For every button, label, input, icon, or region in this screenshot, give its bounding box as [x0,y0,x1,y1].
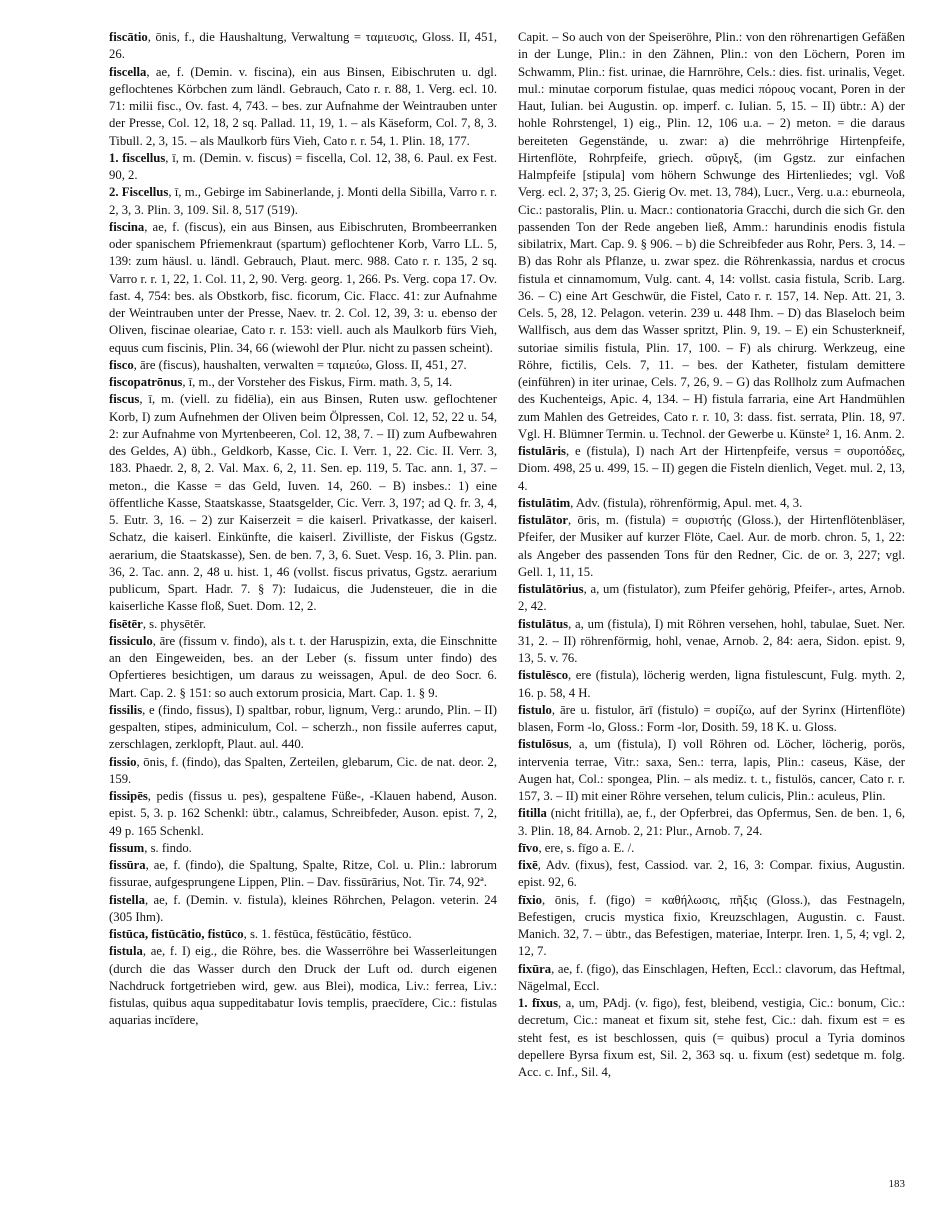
dictionary-entry [109,374,497,391]
entry-lemma: fissio [109,754,137,769]
dictionary-entry [109,754,497,789]
dictionary-entry [518,857,905,892]
entry-lemma: fiscina [109,219,145,234]
dictionary-entry [109,29,497,64]
dictionary-entry [109,391,497,615]
dictionary-entry [518,667,905,702]
entry-lemma: fiscātio [109,30,148,44]
entry-definition: , ōnis, f. (findo), das Spalten, Zerteilen, glebarum, Cic. de nat. deor. 2, 159. [109,754,497,786]
entry-definition: , ere, s. fīgo a. E. /. [538,840,635,855]
dictionary-entry [518,805,905,840]
dictionary-entry [109,64,497,150]
entry-lemma: 2. Fiscellus [109,185,169,200]
entry-lemma: fissum [109,840,145,855]
dictionary-entry [518,581,905,616]
dictionary-entry [518,616,905,668]
entry-definition: , ōnis, f. (figo) = καθήλωσις, πῆξις (Gloss.), das Festnageln, Befestigen, crucis mystica fixio, Kreuzschlagen, Augustin. c. Faust. Manich. 32, 7. – übtr., das Befestigen, materiae, Interpr. Iren. 1, 5, 4; vgl. 2, 12, 7. [518,892,905,959]
dictionary-entry [109,788,497,840]
dictionary-entry [109,702,497,754]
dictionary-entry [109,357,497,374]
entry-definition: , e (fistula), I) nach Art der Hirtenpfeife, versus = συροπόδες, Diom. 498, 25 u. 499, 15. – II) gegen die Fisteln dienlich, Veget. mul. 2, 13, 4. [518,444,905,493]
entry-definition: , ae, f. (findo), die Spaltung, Spalte, Ritze, Col. u. Plin.: labrorum fissurae, aufgesprungene Lippen, Plin. – Dav. fissūrārius, Not. Tir. 74, 92ª. [109,858,497,890]
dictionary-entry [518,495,905,512]
entry-lemma: fistūca, fistūcātio, fistūco [109,927,244,941]
entry-lemma: fistella [109,892,145,907]
entry-definition: , ae, f. (figo), das Einschlagen, Heften, Eccl.: clavorum, das Heftmal, Nägelmal, Eccl. [518,961,905,993]
dictionary-entry [518,29,905,443]
entry-lemma: fisco [109,357,134,372]
entry-definition: , āre (fiscus), haushalten, verwalten = ταμιεύω, Gloss. II, 451, 27. [133,357,467,372]
entry-definition: , a, um, PAdj. (v. figo), fest, bleibend, vestigia, Cic.: bonum, Cic.: decretum, Cic.: maneat et fixum sit, stehe fest, Cic.: dah. fixum est = es steht fest, es ist beschlossen, quis (= quibus) procul a Tyria dominos depellere Byrsa fixum est, Sil. 2, 363 sq. u. fixum (est) sedetque m. folg. Acc. c. Inf., Sil. 4, [518,996,905,1079]
dictionary-entry [518,512,905,581]
entry-lemma: fistulo [518,702,552,717]
dictionary-entry [518,892,905,961]
left-column [109,29,497,1030]
right-column [518,29,905,1081]
entry-lemma: fiscella [109,64,147,79]
entry-lemma: fitilla [518,806,547,821]
dictionary-entry [109,184,497,219]
dictionary-entry [109,943,497,1029]
entry-lemma: fiscopatrōnus [109,375,183,389]
entry-lemma: fīxio [518,892,542,907]
entry-definition: , s. physētēr. [142,616,206,631]
entry-definition: , ī, m. (Demin. v. fiscus) = fiscella, Col. 12, 38, 6. Paul. ex Fest. 90, 2. [109,150,498,182]
entry-lemma: fissūra [109,858,146,872]
entry-definition: , ī, m. (viell. zu fidēlia), ein aus Binsen, Ruten usw. geflochtener Korb, I) zum Aufnehmen der Oliven beim Ölpressen, Col. 12, 52, 22 u. 54, 2: zur Aufnahme von Myrtenbeeren, Col. 12, 38, 7. – II) zum Aufbewahren des Geldes, A) übh., Geldkorb, Kasse, Cic. I. Verr. 1, 22. Cic. II. Verr. 3, 183. Phaedr. 2, 8, 2. Val. Max. 6, 2, 11. Sen. ep. 119, 5. Tac. ann. 1, 37. – meton., die Kasse = das Geld, Iuven. 14, 260. – B) insbes.: 1) eine öffentliche Kasse, Staatskasse, Staatsgelder, Cic. Verr. 3, 197; ad Q. fr. 3, 4, 5. Eutr. 3, 16. – 2) zur Kaiserzeit = die kaiserl. Privatkasse, der kaiserl. Schatz, die kaiserl. Einkünfte, die kaiserl. Zivilliste, der Fiskus (Ggstz. aerarium, die Staatskasse), Sen. de ben. 7, 3, 6. Suet. Vesp. 16, 3. Plin. pan. 36, 2. Tac. ann. 2, 48 u. hist. 1, 46 (vollst. fiscus privatus, Ggstz. aerarium publicum, Spart. Hadr. 7. § 7): Iudaicus, die Judensteuer, die in die kaiserliche Kasse floß, Suet. Dom. 12, 2. [109,392,497,614]
dictionary-entry [518,443,905,495]
entry-lemma: fistula [109,944,143,959]
entry-definition: , s. 1. fēstūca, fēstūcātio, fēstūco. [243,927,412,941]
entry-definition: , a, um (fistula), I) mit Röhren versehen, hohl, tabulae, Suet. Ner. 31, 2. – II) röhrenförmig, hohl, venae, Arnob. 2, 84: aera, Sidon. epist. 9, 13, 5. v. 76. [518,616,905,665]
entry-definition: , ae, f. (fiscus), ein aus Binsen, aus Eibischruten, Brombeerranken oder spanischem Pfriemenkraut (spartum) geflochtener Korb, Varro LL. 5, 139: zum häusl. u. ländl. Gebrauch, Plaut. merc. 988. Cato r. r. 135, 2 sq. Varro r. r. 1, 22, 1. Col. 11, 2, 90. Verg. georg. 1, 266. Ps. Verg. copa 17. Ov. fast. 4, 754: bes. als Obstkorb, fisc. ficorum, Cic. Flacc. 41: zur Aufnahme der Weintrauben unter der Presse, Naev. tr. 2. Col. 12, 39, 3: u. ebenso der Oliven, fiscinae oleariae, Cato r. r. 153: viell. auch als Maulkorb fürs Vieh, equus cum fiscinis, Plin. 34, 66 (wiewohl der Plur. nicht zu passen scheint). [109,219,497,355]
entry-definition: , ae, f. (Demin. v. fistula), kleines Röhrchen, Pelagon. veterin. 24 (305 Ihm). [109,892,497,924]
entry-definition: (nicht fritilla), ae, f., der Opferbrei, das Opfermus, Sen. de ben. 1, 6, 3. Plin. 18, 84. Arnob. 2, 21: Plur., Arnob. 7, 24. [518,806,905,838]
dictionary-entry [109,840,497,857]
entry-lemma: fisētēr [109,616,143,631]
entry-definition: , ī, m., der Vorsteher des Fiskus, Firm. math. 3, 5, 14. [182,375,453,389]
dictionary-entry [109,892,497,927]
entry-lemma: fistulōsus [518,737,569,752]
entry-lemma: fistulātor [518,513,569,527]
entry-definition: , āre (fissum v. findo), als t. t. der Haruspizin, exta, die Einschnitte an den Eingeweiden, bes. an der Leber (s. fissum unter findo) des Opfertieres besichtigen, um daraus zu weissagen, Apul. de deo Socr. 6. Mart. Cap. 2. § 151: so auch extorum prosicia, Mart. Cap. 1. § 9. [109,633,497,700]
entry-definition: , āre u. fistulor, ārī (fistulo) = συρίζω, auf der Syrinx (Hirtenflöte) blasen, Form -lo, Gloss.: Form -lor, Dosith. 59, 18 K. u. Gloss. [518,702,905,734]
entry-lemma: fiscus [109,392,140,407]
dictionary-entry [518,702,905,737]
entry-definition: , ī, m., Gebirge im Sabinerlande, j. Monti della Sibilla, Varro r. r. 2, 3, 3. Plin. 3, 109. Sil. 8, 517 (519). [109,185,498,217]
entry-definition: , ae, f. (Demin. v. fiscina), ein aus Binsen, Eibischruten u. dgl. geflochtenes Körbchen zum ländl. Gebrauch, Cato r. r. 88, 1. Verg. ecl. 10. 71: milii fisc., Ov. fast. 4, 743. – bes. zur Aufnahme der Weintrauben unter der Presse, Col. 12, 18, 2 sq. Pallad. 11, 19, 1. – als Käseform, Col. 7, 8, 3. Tibull. 2, 3, 15. – als Maulkorb fürs Vieh, Cato r. r. 54, 1. Plin. 18, 177. [109,64,497,148]
entry-definition: , ere (fistula), löcherig werden, ligna fistulescunt, Fulg. myth. 2, 16. p. 58, 4 H. [518,668,905,700]
entry-lemma: fixē [518,858,538,872]
entry-definition: , pedis (fissus u. pes), gespaltene Füße-, -Klauen habend, Auson. epist. 5, 3. p. 162 Schenkl: übtr., calamus, Schreibfeder, Auson. epist. 7, 2, 49 p. 165 Schenkl. [109,789,497,838]
dictionary-entry [109,219,497,357]
entry-lemma: fistulātōrius [518,582,584,596]
entry-lemma: fixūra [518,961,552,976]
dictionary-entry [109,857,497,892]
dictionary-entry [518,736,905,805]
entry-definition: , ōnis, f., die Haushaltung, Verwaltung = ταμιευσις, Gloss. II, 451, 26. [109,30,497,62]
entry-definition: , s. findo. [144,840,192,855]
entry-definition: , ae, f. I) eig., die Röhre, bes. die Wasserröhre bei Wasserleitungen (durch die das Wasser durch den Druck der Luft od. durch eigenen Nachdruck fortgetrieben wird, gew. aus Blei), modica, Liv.: ferrea, Liv.: fistulas, quibus aqua suppeditabatur Iovis templis, praecīdere, Cic.: fistulas aquarias incīdere, [109,944,497,1028]
entry-lemma: fīvo [518,840,539,855]
entry-definition: , Adv. (fistula), röhrenförmig, Apul. met. 4, 3. [570,495,803,510]
entry-definition: , a, um (fistula), I) voll Röhren od. Löcher, löcherig, porös, intervenia terrae, Vitr.: saxa, Sen.: terra, lapis, Plin.: caseus, Käse, der Augen hat, Col.: spongea, Plin. – als mediz. t. t., fistulös, cancer, Cato r. r. 157, 3. – II) mit einer Röhre versehen, telum culicis, Plin.: aculeus, Plin. [518,737,905,803]
dictionary-entry [109,150,497,185]
dictionary-entry [109,926,497,943]
entry-definition: Capit. – So auch von der Speiseröhre, Plin.: von den röhrenartigen Gefäßen in der Lunge, Plin.: in den Zähnen, Plin.: von den Löchern, Poren im Schwamm, Plin.: fist. urinae, die Harnröhre, Cels.: dies. fist. urinalis, Veget. mul.: minutae corporum fistulae, quas medici πόρους vocant, Poren in der Haut, Iulian. bei Augustin. op. imperf. c. Iulian. 5, 15. – II) übtr.: A) der hohle Rohrstengel, 1) eig., Plin. 12, 106 u.a. – 2) meton. = die daraus bereiteten Gegenstände, u. zwar: a) die mehrröhrige Hirtenpfeife, Hirtenflöte, Rohrpfeife, griech. σῦριγξ, (im Ggstz. zur einfachen Halmpfeife [stipula] vom höhern Schwunge des Hirtenliedes; vgl. Voß Verg. ecl. 2, 37; 3, 25. Gierig Ov. met. 13, 784), Lucr., Verg. u.a.: eburneola, Cic.: pastoralis, Plin. u. Macr.: contionatoria Gracchi, durch die sich Gr. den passenden Ton der Rede angeben ließ, Amm.: harundinis enodis fistula sibilatrix, Mart. Cap. 9. § 906. – b) die Schreibfeder aus Rohr, Pers. 3, 14. – B) das Rohr als Pflanze, u. zwar spez. die Röhrenkassia, nardus et crocus fistula et cinnamomum, Vulg. cant. 4, 14: vollst. casia fistula, Scrib. Larg. 36. – C) eine Art Geschwür, die Fistel, Cato r. r. 157, 14. Nep. Att. 21, 3. Cels. 5, 28, 12. Pelagon. veterin. 239 u. 448 Ihm. – D) das Blaseloch beim Wallfisch, aus dem das Wasser spritzt, Plin. 9, 19. – E) ein Schusterkneif, sutoriae similis fistula, Plin. 17, 100. – F) als chirurg. Werkzeug, eine Röhre, fictilis, Cels. 7, 11. – bes. der Katheter, fistulam demittere (einführen) in iter urinae, Cels. 7, 26, 9. – G) das Rollholz zum Aufmachen des Kuchenteigs, Apic. 4, 134. – H) fistula farraria, eine Art Handmühlen zum Mahlen des Getreides, Cato r. r. 10, 3: dass. fist. serrata, Plin. 18, 97. Vgl. H. Blümner Termin. u. Technol. der Gewerbe u. Künste² 1, 16. Anm. 2. [518,30,905,441]
entry-definition: , a, um (fistulator), zum Pfeifer gehörig, Pfeifer-, artes, Arnob. 2, 42. [518,582,905,614]
entry-lemma: fistulātim [518,495,571,510]
dictionary-entry [518,995,905,1081]
page-number: 183 [888,1178,905,1190]
entry-lemma: fissilis [109,702,143,717]
entry-definition: , ōris, m. (fistula) = συριστής (Gloss.), der Hirtenflötenbläser, Pfeifer, der Musiker auf kurzer Flöte, Cael. Aur. de morb. chron. 5, 1, 22: als Angeber des passenden Tons für den Redner, Cic. de or. 3, 227; vgl. Gell. 1, 11, 15. [518,513,905,579]
dictionary-entry [109,616,497,633]
entry-lemma: fissiculo [109,633,153,648]
entry-lemma: fistulēsco [518,668,569,683]
entry-lemma: fissipēs [109,789,148,803]
entry-lemma: fistulātus [518,616,569,631]
entry-definition: , e (findo, fissus), I) spaltbar, robur, lignum, Verg.: arundo, Plin. – II) gespalten, stipes, adminiculum, Col. – scherzh., non fissile auferres caput, zerschlagen, zerklopft, Plaut. aul. 440. [109,702,497,752]
entry-lemma: fistulāris [518,444,566,458]
dictionary-entry [109,633,497,702]
entry-lemma: 1. fīxus [518,996,559,1010]
entry-lemma: 1. fiscellus [109,150,166,165]
dictionary-entry [518,840,905,857]
dictionary-entry [518,961,905,996]
entry-definition: , Adv. (fixus), fest, Cassiod. var. 2, 16, 3: Compar. fixius, Augustin. epist. 92, 6. [518,858,905,890]
